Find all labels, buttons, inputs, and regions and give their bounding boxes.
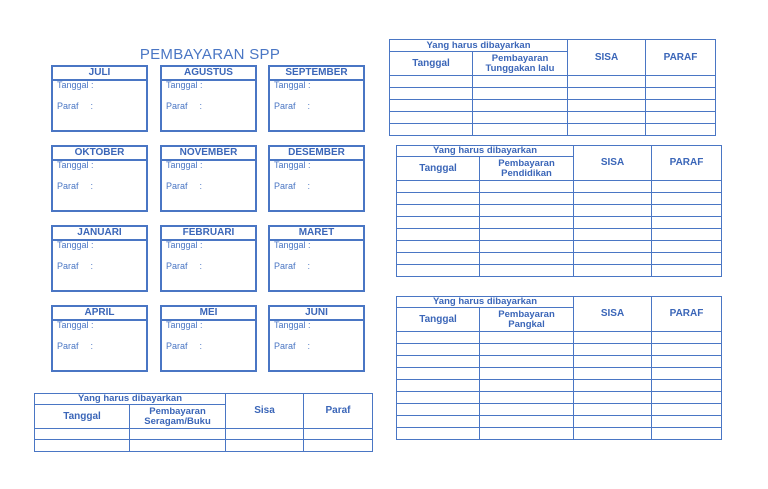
tanggal-label: Tanggal : (57, 240, 94, 250)
table-cell[interactable] (568, 76, 646, 88)
pangkal-table (396, 296, 722, 440)
table-cell[interactable] (480, 193, 574, 205)
table-cell[interactable] (652, 193, 722, 205)
table-cell[interactable] (35, 440, 130, 452)
table-cell[interactable] (652, 368, 722, 380)
table-cell[interactable] (480, 416, 574, 428)
col-paraf: Paraf (304, 394, 373, 429)
col-paraf: PARAF (646, 40, 716, 76)
table-cell[interactable] (480, 368, 574, 380)
table-cell[interactable] (574, 217, 652, 229)
paraf-label: Paraf : (166, 261, 203, 271)
table-cell[interactable] (652, 265, 722, 277)
month-box-maret (268, 225, 365, 292)
paraf-label: Paraf : (274, 341, 311, 351)
table-cell[interactable] (574, 181, 652, 193)
table-cell[interactable] (652, 241, 722, 253)
table-cell[interactable] (390, 112, 473, 124)
table-cell[interactable] (646, 88, 716, 100)
table-cell[interactable] (397, 368, 480, 380)
table-cell[interactable] (574, 392, 652, 404)
month-name: MARET (270, 227, 363, 241)
tunggakan-table (389, 39, 716, 136)
table-cell[interactable] (397, 181, 480, 193)
table-cell[interactable] (646, 100, 716, 112)
table-cell[interactable] (397, 265, 480, 277)
table-cell[interactable] (480, 332, 574, 344)
table-cell[interactable] (574, 205, 652, 217)
paraf-label: Paraf : (274, 101, 311, 111)
group-header: Yang harus dibayarkan (397, 297, 574, 308)
col-sisa: Sisa (226, 394, 304, 429)
col-tanggal: Tanggal (35, 405, 130, 429)
table-cell[interactable] (480, 356, 574, 368)
table-cell[interactable] (480, 380, 574, 392)
col-payment: Pembayaran Seragam/Buku (130, 405, 226, 429)
month-box-juli (51, 65, 148, 132)
table-cell[interactable] (574, 380, 652, 392)
table-cell[interactable] (574, 368, 652, 380)
page-title: PEMBAYARAN SPP (139, 46, 281, 63)
table-cell[interactable] (397, 253, 480, 265)
col-payment: Pembayaran Pendidikan (480, 157, 574, 181)
table-cell[interactable] (646, 112, 716, 124)
tanggal-label: Tanggal : (166, 240, 203, 250)
paraf-label: Paraf : (57, 261, 94, 271)
table-cell[interactable] (390, 100, 473, 112)
month-name: SEPTEMBER (270, 67, 363, 81)
table-cell[interactable] (473, 88, 568, 100)
table-cell[interactable] (473, 124, 568, 136)
month-name: AGUSTUS (162, 67, 255, 81)
table-cell[interactable] (646, 124, 716, 136)
table-cell[interactable] (568, 124, 646, 136)
table-cell[interactable] (480, 241, 574, 253)
table-cell[interactable] (473, 112, 568, 124)
table-cell[interactable] (480, 181, 574, 193)
month-box-april (51, 305, 148, 372)
table-cell[interactable] (574, 356, 652, 368)
table-cell[interactable] (130, 440, 226, 452)
tanggal-label: Tanggal : (274, 320, 311, 330)
pendidikan-table (396, 145, 722, 277)
col-sisa: SISA (568, 40, 646, 76)
table-cell[interactable] (397, 404, 480, 416)
table-cell[interactable] (652, 344, 722, 356)
table-cell[interactable] (480, 404, 574, 416)
col-payment: Pembayaran Pangkal (480, 308, 574, 332)
month-name: APRIL (53, 307, 146, 321)
tanggal-label: Tanggal : (57, 80, 94, 90)
table-cell[interactable] (574, 241, 652, 253)
table-cell[interactable] (574, 193, 652, 205)
table-cell[interactable] (304, 429, 373, 440)
table-cell[interactable] (397, 356, 480, 368)
table-cell[interactable] (568, 112, 646, 124)
table-cell[interactable] (397, 193, 480, 205)
table-cell[interactable] (390, 124, 473, 136)
table-cell[interactable] (480, 229, 574, 241)
table-cell[interactable] (652, 181, 722, 193)
table-cell[interactable] (646, 76, 716, 88)
table-cell[interactable] (480, 205, 574, 217)
tanggal-label: Tanggal : (57, 160, 94, 170)
table-cell[interactable] (397, 241, 480, 253)
table-cell[interactable] (130, 429, 226, 440)
seragam-buku-table (34, 393, 373, 452)
tanggal-label: Tanggal : (57, 320, 94, 330)
month-box-november (160, 145, 257, 212)
table-cell[interactable] (574, 229, 652, 241)
month-name: JUNI (270, 307, 363, 321)
table-cell[interactable] (652, 253, 722, 265)
table-cell[interactable] (652, 392, 722, 404)
paraf-label: Paraf : (274, 181, 311, 191)
tanggal-label: Tanggal : (274, 240, 311, 250)
col-tanggal: Tanggal (390, 52, 473, 76)
month-box-september (268, 65, 365, 132)
table-cell[interactable] (574, 416, 652, 428)
tanggal-label: Tanggal : (274, 160, 311, 170)
month-name: FEBRUARI (162, 227, 255, 241)
table-cell[interactable] (480, 217, 574, 229)
month-box-oktober (51, 145, 148, 212)
tanggal-label: Tanggal : (166, 80, 203, 90)
table-cell[interactable] (652, 356, 722, 368)
table-cell[interactable] (226, 429, 304, 440)
month-name: JANUARI (53, 227, 146, 241)
paraf-label: Paraf : (166, 341, 203, 351)
col-payment: Pembayaran Tunggakan lalu (473, 52, 568, 76)
col-sisa: SISA (574, 146, 652, 181)
table-cell[interactable] (574, 332, 652, 344)
table-cell[interactable] (652, 380, 722, 392)
table-cell[interactable] (652, 416, 722, 428)
table-cell[interactable] (652, 217, 722, 229)
paraf-label: Paraf : (57, 181, 94, 191)
col-paraf: PARAF (652, 297, 722, 332)
table-cell[interactable] (473, 76, 568, 88)
table-cell[interactable] (652, 205, 722, 217)
month-box-agustus (160, 65, 257, 132)
month-name: MEI (162, 307, 255, 321)
month-box-februari (160, 225, 257, 292)
month-name: OKTOBER (53, 147, 146, 161)
table-cell[interactable] (397, 380, 480, 392)
month-box-juni (268, 305, 365, 372)
table-cell[interactable] (652, 428, 722, 440)
table-cell[interactable] (397, 205, 480, 217)
table-cell[interactable] (574, 428, 652, 440)
month-box-mei (160, 305, 257, 372)
table-cell[interactable] (568, 88, 646, 100)
group-header: Yang harus dibayarkan (390, 40, 568, 52)
col-tanggal: Tanggal (397, 157, 480, 181)
table-cell[interactable] (568, 100, 646, 112)
paraf-label: Paraf : (166, 181, 203, 191)
table-cell[interactable] (574, 253, 652, 265)
tanggal-label: Tanggal : (166, 160, 203, 170)
table-cell[interactable] (480, 428, 574, 440)
table-cell[interactable] (480, 392, 574, 404)
col-sisa: SISA (574, 297, 652, 332)
table-cell[interactable] (397, 332, 480, 344)
table-cell[interactable] (390, 88, 473, 100)
tanggal-label: Tanggal : (166, 320, 203, 330)
table-cell[interactable] (397, 217, 480, 229)
col-tanggal: Tanggal (397, 308, 480, 332)
table-cell[interactable] (473, 100, 568, 112)
table-cell[interactable] (226, 440, 304, 452)
paraf-label: Paraf : (274, 261, 311, 271)
table-cell[interactable] (390, 76, 473, 88)
group-header: Yang harus dibayarkan (35, 394, 226, 405)
table-cell[interactable] (397, 416, 480, 428)
table-cell[interactable] (652, 404, 722, 416)
table-cell[interactable] (304, 440, 373, 452)
tanggal-label: Tanggal : (274, 80, 311, 90)
table-cell[interactable] (397, 428, 480, 440)
table-cell[interactable] (397, 344, 480, 356)
group-header: Yang harus dibayarkan (397, 146, 574, 157)
table-cell[interactable] (480, 253, 574, 265)
paraf-label: Paraf : (57, 341, 94, 351)
table-cell[interactable] (480, 344, 574, 356)
table-cell[interactable] (652, 332, 722, 344)
table-cell[interactable] (652, 229, 722, 241)
month-name: DESEMBER (270, 147, 363, 161)
paraf-label: Paraf : (57, 101, 94, 111)
month-box-januari (51, 225, 148, 292)
table-cell[interactable] (574, 404, 652, 416)
table-cell[interactable] (574, 265, 652, 277)
table-cell[interactable] (397, 229, 480, 241)
month-box-desember (268, 145, 365, 212)
table-cell[interactable] (397, 392, 480, 404)
table-cell[interactable] (35, 429, 130, 440)
month-name: JULI (53, 67, 146, 81)
table-cell[interactable] (480, 265, 574, 277)
paraf-label: Paraf : (166, 101, 203, 111)
table-cell[interactable] (574, 344, 652, 356)
month-name: NOVEMBER (162, 147, 255, 161)
col-paraf: PARAF (652, 146, 722, 181)
